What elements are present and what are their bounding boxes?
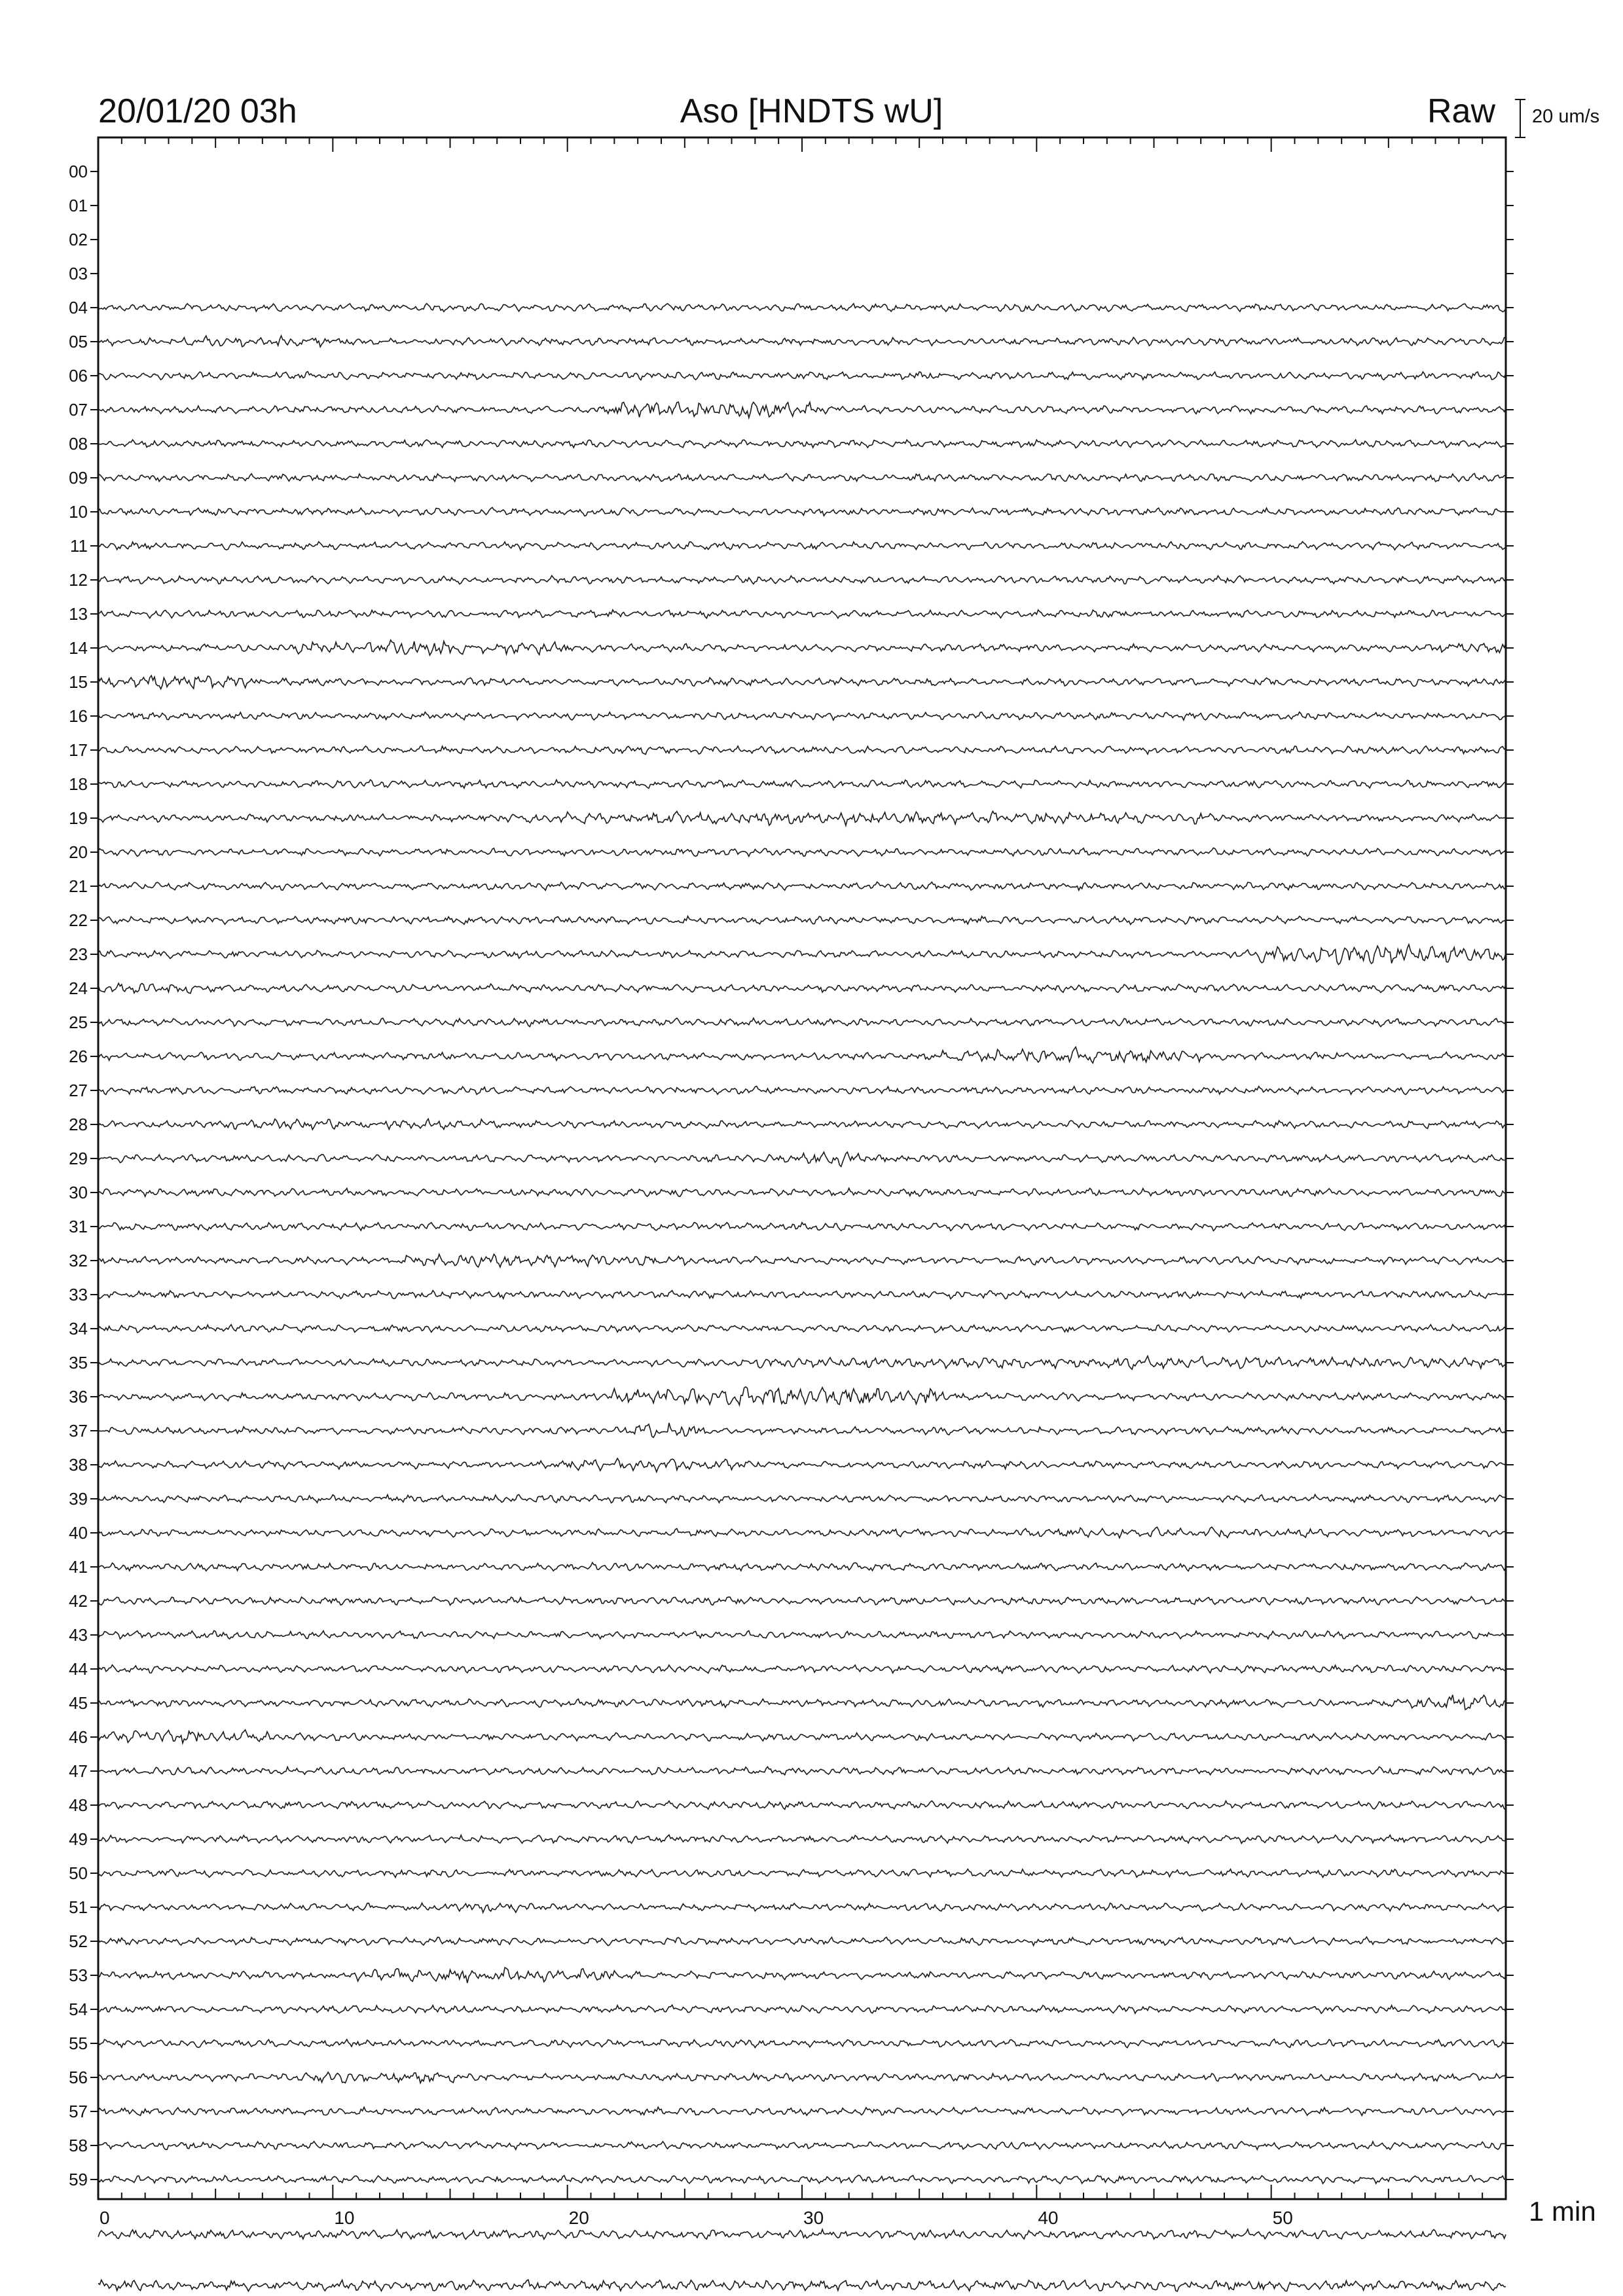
trace-row-44 xyxy=(98,1665,1506,1674)
mode-label: Raw xyxy=(1427,92,1496,130)
row-label-30: 30 xyxy=(69,1183,88,1202)
trace-row-23 xyxy=(98,944,1506,965)
row-label-45: 45 xyxy=(69,1693,88,1713)
trace-row-39 xyxy=(98,1494,1506,1503)
x-tick-label-10: 10 xyxy=(334,2208,355,2228)
trace-row-37 xyxy=(98,1423,1506,1437)
trace-row-27 xyxy=(98,1086,1506,1095)
row-label-38: 38 xyxy=(69,1455,88,1475)
row-label-34: 34 xyxy=(69,1319,88,1338)
trace-row-19 xyxy=(98,812,1506,826)
row-label-21: 21 xyxy=(69,876,88,896)
row-label-19: 19 xyxy=(69,808,88,828)
trace-row-22 xyxy=(98,916,1506,925)
trace-row-45 xyxy=(98,1695,1506,1710)
trace-row-16 xyxy=(98,712,1506,720)
row-label-32: 32 xyxy=(69,1251,88,1270)
row-label-09: 09 xyxy=(69,468,88,488)
overflow-trace-2 xyxy=(98,2280,1506,2291)
trace-row-08 xyxy=(98,440,1506,448)
trace-row-17 xyxy=(98,746,1506,755)
row-label-11: 11 xyxy=(70,536,88,556)
row-label-48: 48 xyxy=(69,1795,88,1815)
row-label-35: 35 xyxy=(69,1353,88,1372)
trace-row-38 xyxy=(98,1458,1506,1472)
row-label-04: 04 xyxy=(69,298,88,317)
x-axis-unit-label: 1 min xyxy=(1529,2196,1596,2227)
trace-row-21 xyxy=(98,882,1506,891)
row-label-54: 54 xyxy=(69,2000,88,2019)
row-label-36: 36 xyxy=(69,1387,88,1407)
row-label-17: 17 xyxy=(69,740,88,760)
row-label-40: 40 xyxy=(69,1523,88,1543)
trace-row-07 xyxy=(98,402,1506,418)
row-label-29: 29 xyxy=(69,1149,88,1168)
trace-row-46 xyxy=(98,1730,1506,1743)
trace-row-15 xyxy=(98,675,1506,689)
trace-row-56 xyxy=(98,2072,1506,2083)
row-label-39: 39 xyxy=(69,1489,88,1509)
x-tick-label-30: 30 xyxy=(803,2208,824,2228)
row-label-41: 41 xyxy=(69,1557,88,1577)
trace-row-24 xyxy=(98,983,1506,994)
trace-row-09 xyxy=(98,473,1506,481)
trace-row-26 xyxy=(98,1047,1506,1064)
trace-row-49 xyxy=(98,1835,1506,1844)
x-tick-label-50: 50 xyxy=(1272,2208,1293,2228)
trace-row-18 xyxy=(98,780,1506,788)
amplitude-scale-label: 20 um/s xyxy=(1532,106,1600,127)
row-label-16: 16 xyxy=(69,706,88,726)
row-label-07: 07 xyxy=(69,400,88,420)
trace-row-10 xyxy=(98,507,1506,516)
row-label-15: 15 xyxy=(69,672,88,692)
trace-row-33 xyxy=(98,1291,1506,1299)
row-label-50: 50 xyxy=(69,1863,88,1883)
trace-row-12 xyxy=(98,576,1506,584)
row-label-24: 24 xyxy=(69,978,88,998)
trace-row-31 xyxy=(98,1223,1506,1231)
x-tick-label-0: 0 xyxy=(100,2208,110,2228)
trace-row-47 xyxy=(98,1767,1506,1775)
row-label-27: 27 xyxy=(69,1081,88,1100)
row-label-20: 20 xyxy=(69,842,88,862)
row-label-44: 44 xyxy=(69,1659,88,1679)
trace-row-51 xyxy=(98,1903,1506,1913)
row-label-25: 25 xyxy=(69,1013,88,1032)
trace-row-54 xyxy=(98,2005,1506,2013)
trace-row-59 xyxy=(98,2176,1506,2184)
row-label-51: 51 xyxy=(69,1897,88,1917)
trace-row-42 xyxy=(98,1596,1506,1605)
row-label-31: 31 xyxy=(69,1217,88,1236)
trace-row-29 xyxy=(98,1152,1506,1166)
trace-row-25 xyxy=(98,1018,1506,1027)
row-label-52: 52 xyxy=(69,1931,88,1951)
row-label-10: 10 xyxy=(69,502,88,522)
row-label-05: 05 xyxy=(69,332,88,351)
row-label-47: 47 xyxy=(69,1761,88,1781)
trace-row-28 xyxy=(98,1119,1506,1130)
trace-row-58 xyxy=(98,2142,1506,2150)
x-tick-labels xyxy=(100,2208,1293,2228)
trace-row-53 xyxy=(98,1967,1506,1983)
row-label-46: 46 xyxy=(69,1727,88,1747)
trace-row-06 xyxy=(98,372,1506,380)
trace-row-32 xyxy=(98,1254,1506,1267)
row-label-37: 37 xyxy=(69,1421,88,1441)
trace-row-35 xyxy=(98,1356,1506,1369)
trace-row-11 xyxy=(98,542,1506,550)
row-label-18: 18 xyxy=(69,774,88,794)
trace-row-14 xyxy=(98,640,1506,655)
row-label-14: 14 xyxy=(69,638,88,658)
trace-row-04 xyxy=(98,304,1506,312)
traces xyxy=(98,304,1506,2184)
row-label-49: 49 xyxy=(69,1829,88,1849)
trace-row-52 xyxy=(98,1937,1506,1945)
trace-row-36 xyxy=(98,1387,1506,1405)
row-label-12: 12 xyxy=(69,570,88,590)
row-label-00: 00 xyxy=(69,162,88,181)
trace-row-30 xyxy=(98,1188,1506,1196)
trace-row-20 xyxy=(98,848,1506,857)
trace-row-57 xyxy=(98,2107,1506,2115)
row-label-56: 56 xyxy=(69,2068,88,2087)
row-label-42: 42 xyxy=(69,1591,88,1611)
row-label-58: 58 xyxy=(69,2136,88,2155)
x-tick-label-40: 40 xyxy=(1038,2208,1059,2228)
row-label-02: 02 xyxy=(69,230,88,249)
station-title: Aso [HNDTS wU] xyxy=(680,92,943,130)
row-label-55: 55 xyxy=(69,2034,88,2053)
row-labels xyxy=(69,162,88,2189)
x-tick-label-20: 20 xyxy=(568,2208,589,2228)
trace-row-50 xyxy=(98,1869,1506,1878)
row-label-26: 26 xyxy=(69,1047,88,1066)
row-label-57: 57 xyxy=(69,2102,88,2121)
trace-row-34 xyxy=(98,1325,1506,1333)
trace-row-40 xyxy=(98,1527,1506,1538)
row-label-43: 43 xyxy=(69,1625,88,1645)
trace-row-55 xyxy=(98,2039,1506,2048)
row-label-53: 53 xyxy=(69,1965,88,1985)
row-label-23: 23 xyxy=(69,944,88,964)
plot-date-label: 20/01/20 03h xyxy=(98,92,297,130)
row-label-28: 28 xyxy=(69,1115,88,1134)
row-label-06: 06 xyxy=(69,366,88,386)
row-label-33: 33 xyxy=(69,1285,88,1304)
row-label-22: 22 xyxy=(69,910,88,930)
trace-row-43 xyxy=(98,1631,1506,1640)
row-label-01: 01 xyxy=(69,196,88,215)
trace-row-41 xyxy=(98,1562,1506,1571)
trace-row-48 xyxy=(98,1801,1506,1810)
overflow-traces xyxy=(98,2229,1506,2291)
trace-row-05 xyxy=(98,336,1506,347)
row-label-08: 08 xyxy=(69,434,88,454)
row-label-59: 59 xyxy=(69,2170,88,2189)
row-label-03: 03 xyxy=(69,264,88,283)
overflow-trace-1 xyxy=(98,2229,1506,2240)
row-label-13: 13 xyxy=(69,604,88,624)
axis-ticks xyxy=(90,137,1514,2199)
trace-row-13 xyxy=(98,610,1506,619)
